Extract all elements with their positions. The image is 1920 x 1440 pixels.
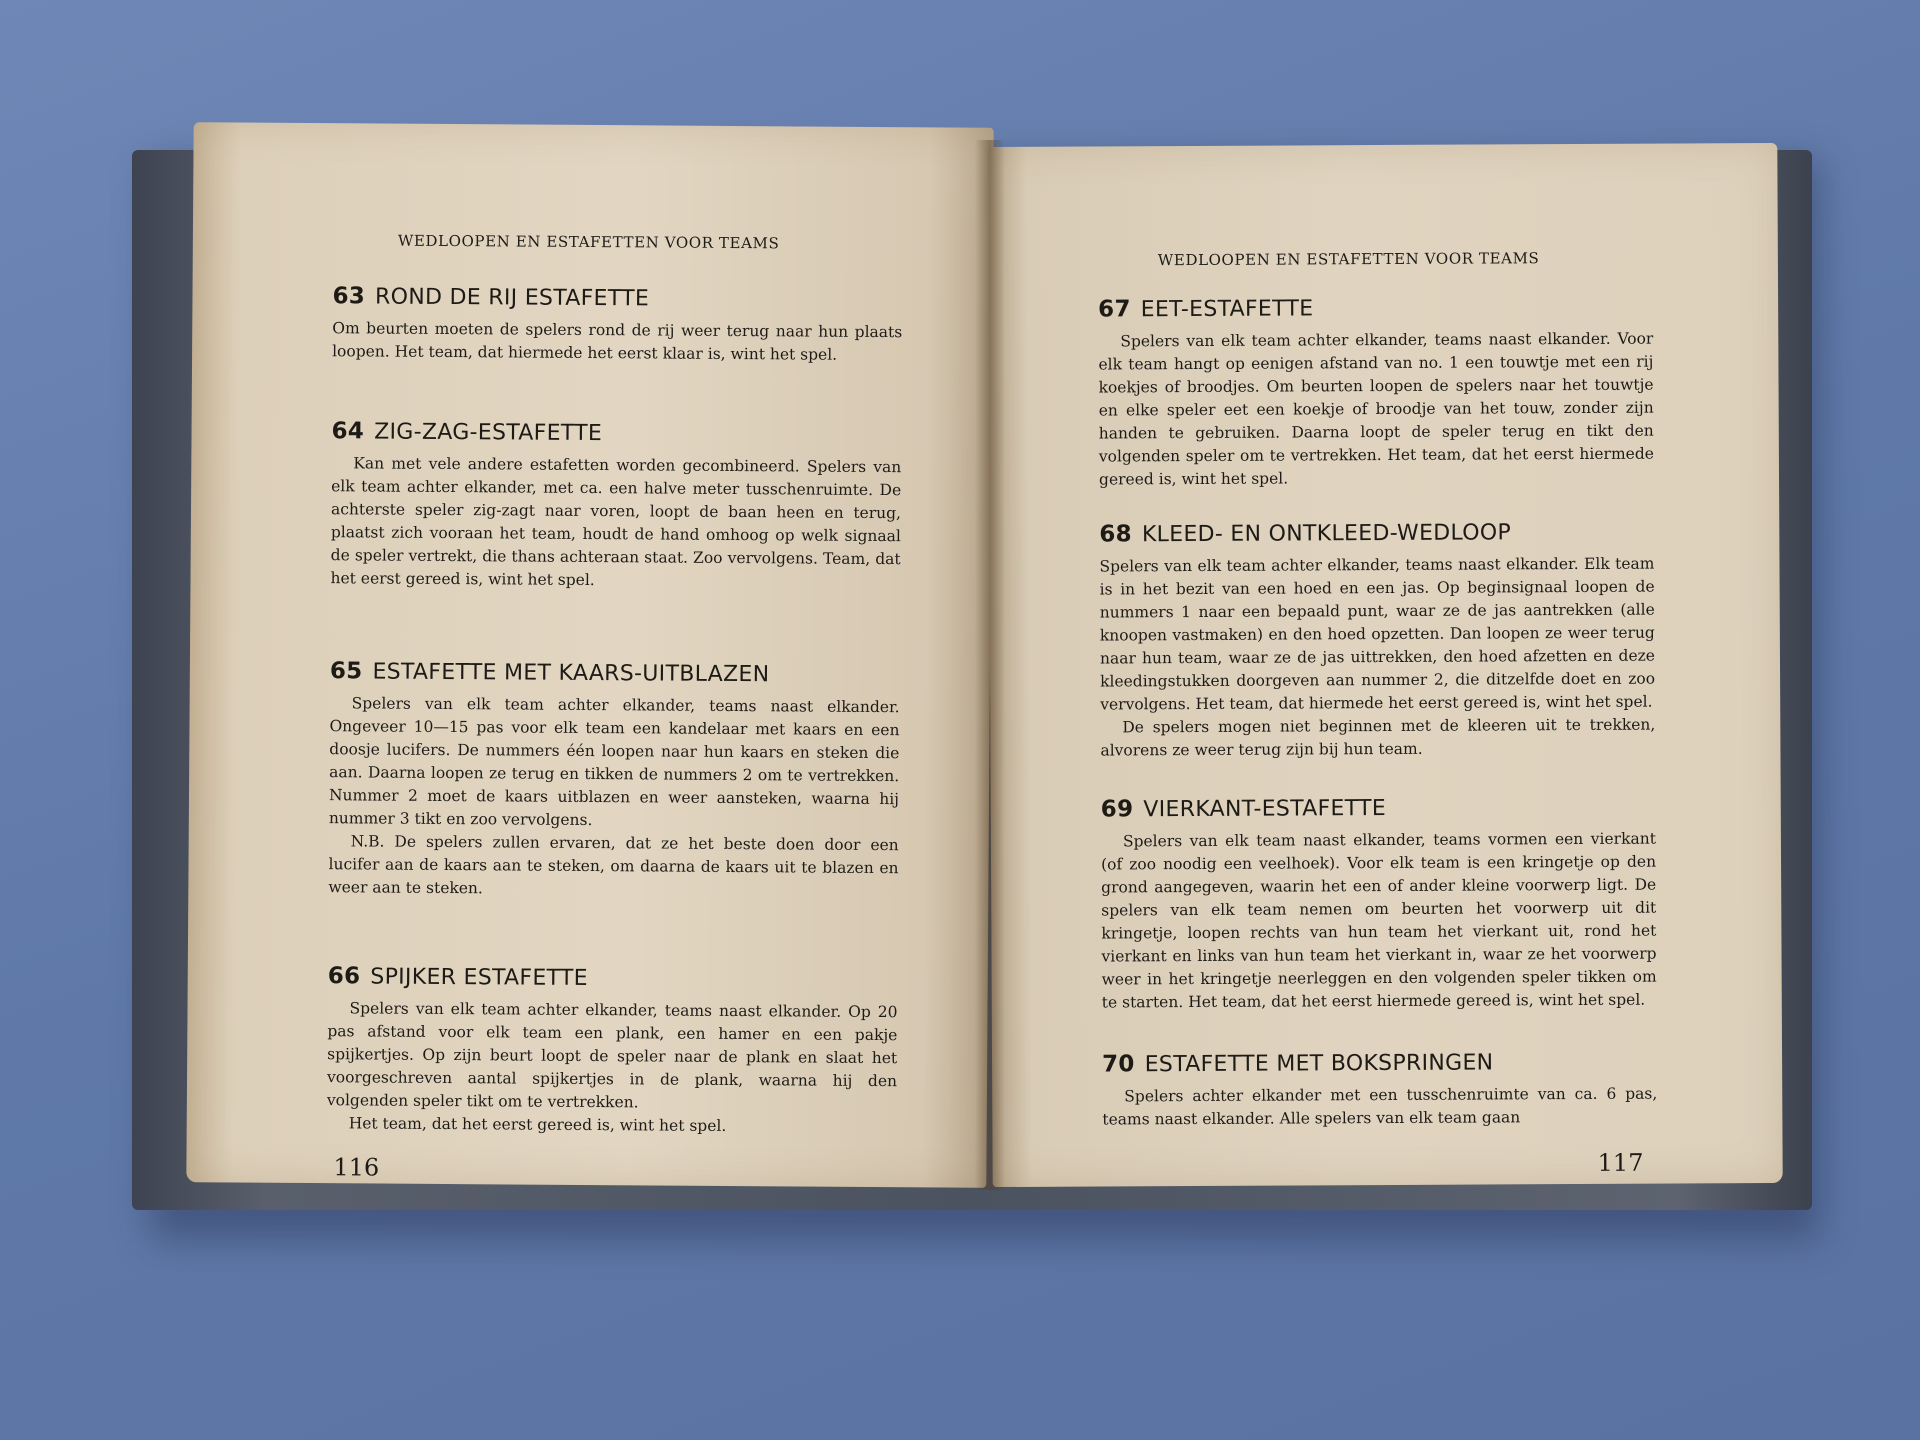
section-title <box>328 963 898 993</box>
running-head: WEDLOOPEN EN ESTAFETTEN VOOR TEAMS <box>397 231 780 253</box>
section-heading: EET-ESTAFETTE <box>1140 296 1314 323</box>
section-title <box>330 658 900 688</box>
section-number: 68 <box>1099 521 1132 548</box>
section-heading: SPIJKER ESTAFETTE <box>370 964 588 991</box>
paragraph: N.B. De spelers zullen ervaren, dat ze het beste doen door een lucifer aan de kaars aan te steken, om daarna de kaars uit te blazen en weer aan te steken. <box>328 832 899 898</box>
section-66 <box>327 963 898 1139</box>
book-gutter <box>975 140 1005 1190</box>
section-63 <box>332 283 903 367</box>
section-67 <box>1098 294 1654 492</box>
paragraph: Spelers van elk team achter elkander, teams naast elkander. Elk team is in het bezit van een hoed en een jas. Op beginsignaal loopen de nummers 1 naar een bepaald punt, waar ze de jas aantrekken (alle knoopen vastmaken) en den hoed opzetten. Dan loopen ze weer terug naar hun team, waar ze de jas uittrekken, den hoed afzetten en deze kleedingstukken doorgeven aan nummer 2, die ditzelfde doet en zoo vervolgens. Het team, dat hiermede het eerst gereed is, wint het spel. <box>1099 554 1656 714</box>
paragraph: Spelers van elk team achter elkander, teams naast elkander. Op 20 pas afstand voor elk team een plank, een hamer en een pakje spijkertjes. Op zijn beurt loopt de speler naar de plank en slaat het voorgeschreven aantal spijkertjes in de plank, waarna hij den volgenden speler tikt om te vertrekken. <box>326 999 898 1112</box>
paragraph: Het team, dat het eerst gereed is, wint het spel. <box>348 1114 727 1135</box>
section-number: 65 <box>329 658 363 685</box>
section-64 <box>330 418 901 594</box>
section-heading: ZIG-ZAG-ESTAFETTE <box>374 419 603 447</box>
paragraph: Spelers van elk team naast elkander, teams vormen een vierkant (of zoo noodig een veelhoek). Voor elk team is een kringetje op den grond aangegeven, waarin het een of ander kleine voorwerp ligt. De spelers van elk team nemen om beurten het voorwerp uit dit kringetje, loopen rechts van hun team het vierkant uit, rond het vierkant en links van hun team het vierkant in, waar ze het voorwerp weer in het kringetje neerleggen en den volgenden speler tikken om te starten. Het team, dat het eerst hiermede gereed is, wint het spel. <box>1100 829 1657 1012</box>
paragraph: Om beurten moeten de spelers rond de rij weer terug naar hun plaats loopen. Het team, dat hiermede het eerst klaar is, wint het spel. <box>332 319 903 364</box>
section-heading: ESTAFETTE MET KAARS-UITBLAZEN <box>372 659 770 688</box>
section-title <box>1101 794 1656 823</box>
section-title <box>1099 519 1654 548</box>
section-number: 70 <box>1102 1051 1135 1078</box>
section-heading: ROND DE RIJ ESTAFETTE <box>375 284 650 312</box>
section-number: 67 <box>1098 296 1131 323</box>
section-number: 66 <box>327 963 361 990</box>
right-page <box>987 143 1782 1187</box>
section-heading: ESTAFETTE MET BOKSPRINGEN <box>1144 1050 1494 1078</box>
section-title <box>331 418 901 448</box>
paragraph: De spelers mogen niet beginnen met de kleeren uit te trekken, alvorens ze weer terug zijn bij hun team. <box>1100 715 1656 760</box>
paragraph: Spelers van elk team achter elkander, teams naast elkander. Voor elk team hangt op eenigen afstand van no. 1 een touwtje met een rij koekjes of broodjes. Om beurten loopen de spelers naar het touwtje en elke speler eet een koekje of broodje van het touw, zonder zijn handen te gebruiken. Daarna loopt de speler terug en tikt den volgenden speler om te vertrekken. Het team, dat het eerst hiermede gereed is, wint het spel. <box>1098 329 1654 489</box>
section-68 <box>1099 519 1655 763</box>
left-page <box>186 122 993 1188</box>
section-number: 63 <box>332 283 366 310</box>
section-heading: KLEED- EN ONTKLEED-WEDLOOP <box>1141 520 1512 548</box>
section-number: 64 <box>331 418 365 445</box>
page-number: 117 <box>1597 1148 1644 1177</box>
section-title <box>332 283 902 313</box>
section-69 <box>1101 794 1657 1015</box>
paragraph: Spelers achter elkander met een tusschenruimte van ca. 6 pas, teams naast elkander. Alle spelers van elk team gaan <box>1102 1084 1658 1129</box>
paragraph: Spelers van elk team achter elkander, teams naast elkander. Ongeveer 10—15 pas voor elk team een kandelaar met kaars en een doosje lucifers. De nummers één loopen naar hun kaars en steken die aan. Daarna loopen ze terug en tikken de nummers 2 om te vertrekken. Nummer 2 moet de kaars uitblazen en weer aansteken, waarna hij nummer 3 tikt en zoo vervolgens. <box>328 694 900 830</box>
section-heading: VIERKANT-ESTAFETTE <box>1143 795 1387 823</box>
section-title <box>1098 294 1653 323</box>
section-65 <box>328 658 900 903</box>
section-number: 69 <box>1100 796 1134 823</box>
section-70 <box>1102 1049 1657 1132</box>
running-head: WEDLOOPEN EN ESTAFETTEN VOOR TEAMS <box>1157 249 1540 270</box>
section-title <box>1102 1049 1657 1078</box>
page-number: 116 <box>333 1153 380 1182</box>
paragraph: Kan met vele andere estafetten worden gecombineerd. Spelers van elk team achter elkander, met ca. een halve meter tusschenruimte. De achterste speler zig-zagt naar voren, loopt de baan heen en terug, plaatst zich vooraan het team, houdt de hand omhoog op welk signaal de speler vertrekt, die thans achteraan staat. Zoo vervolgens. Team, dat het eerst gereed is, wint het spel. <box>330 454 902 590</box>
